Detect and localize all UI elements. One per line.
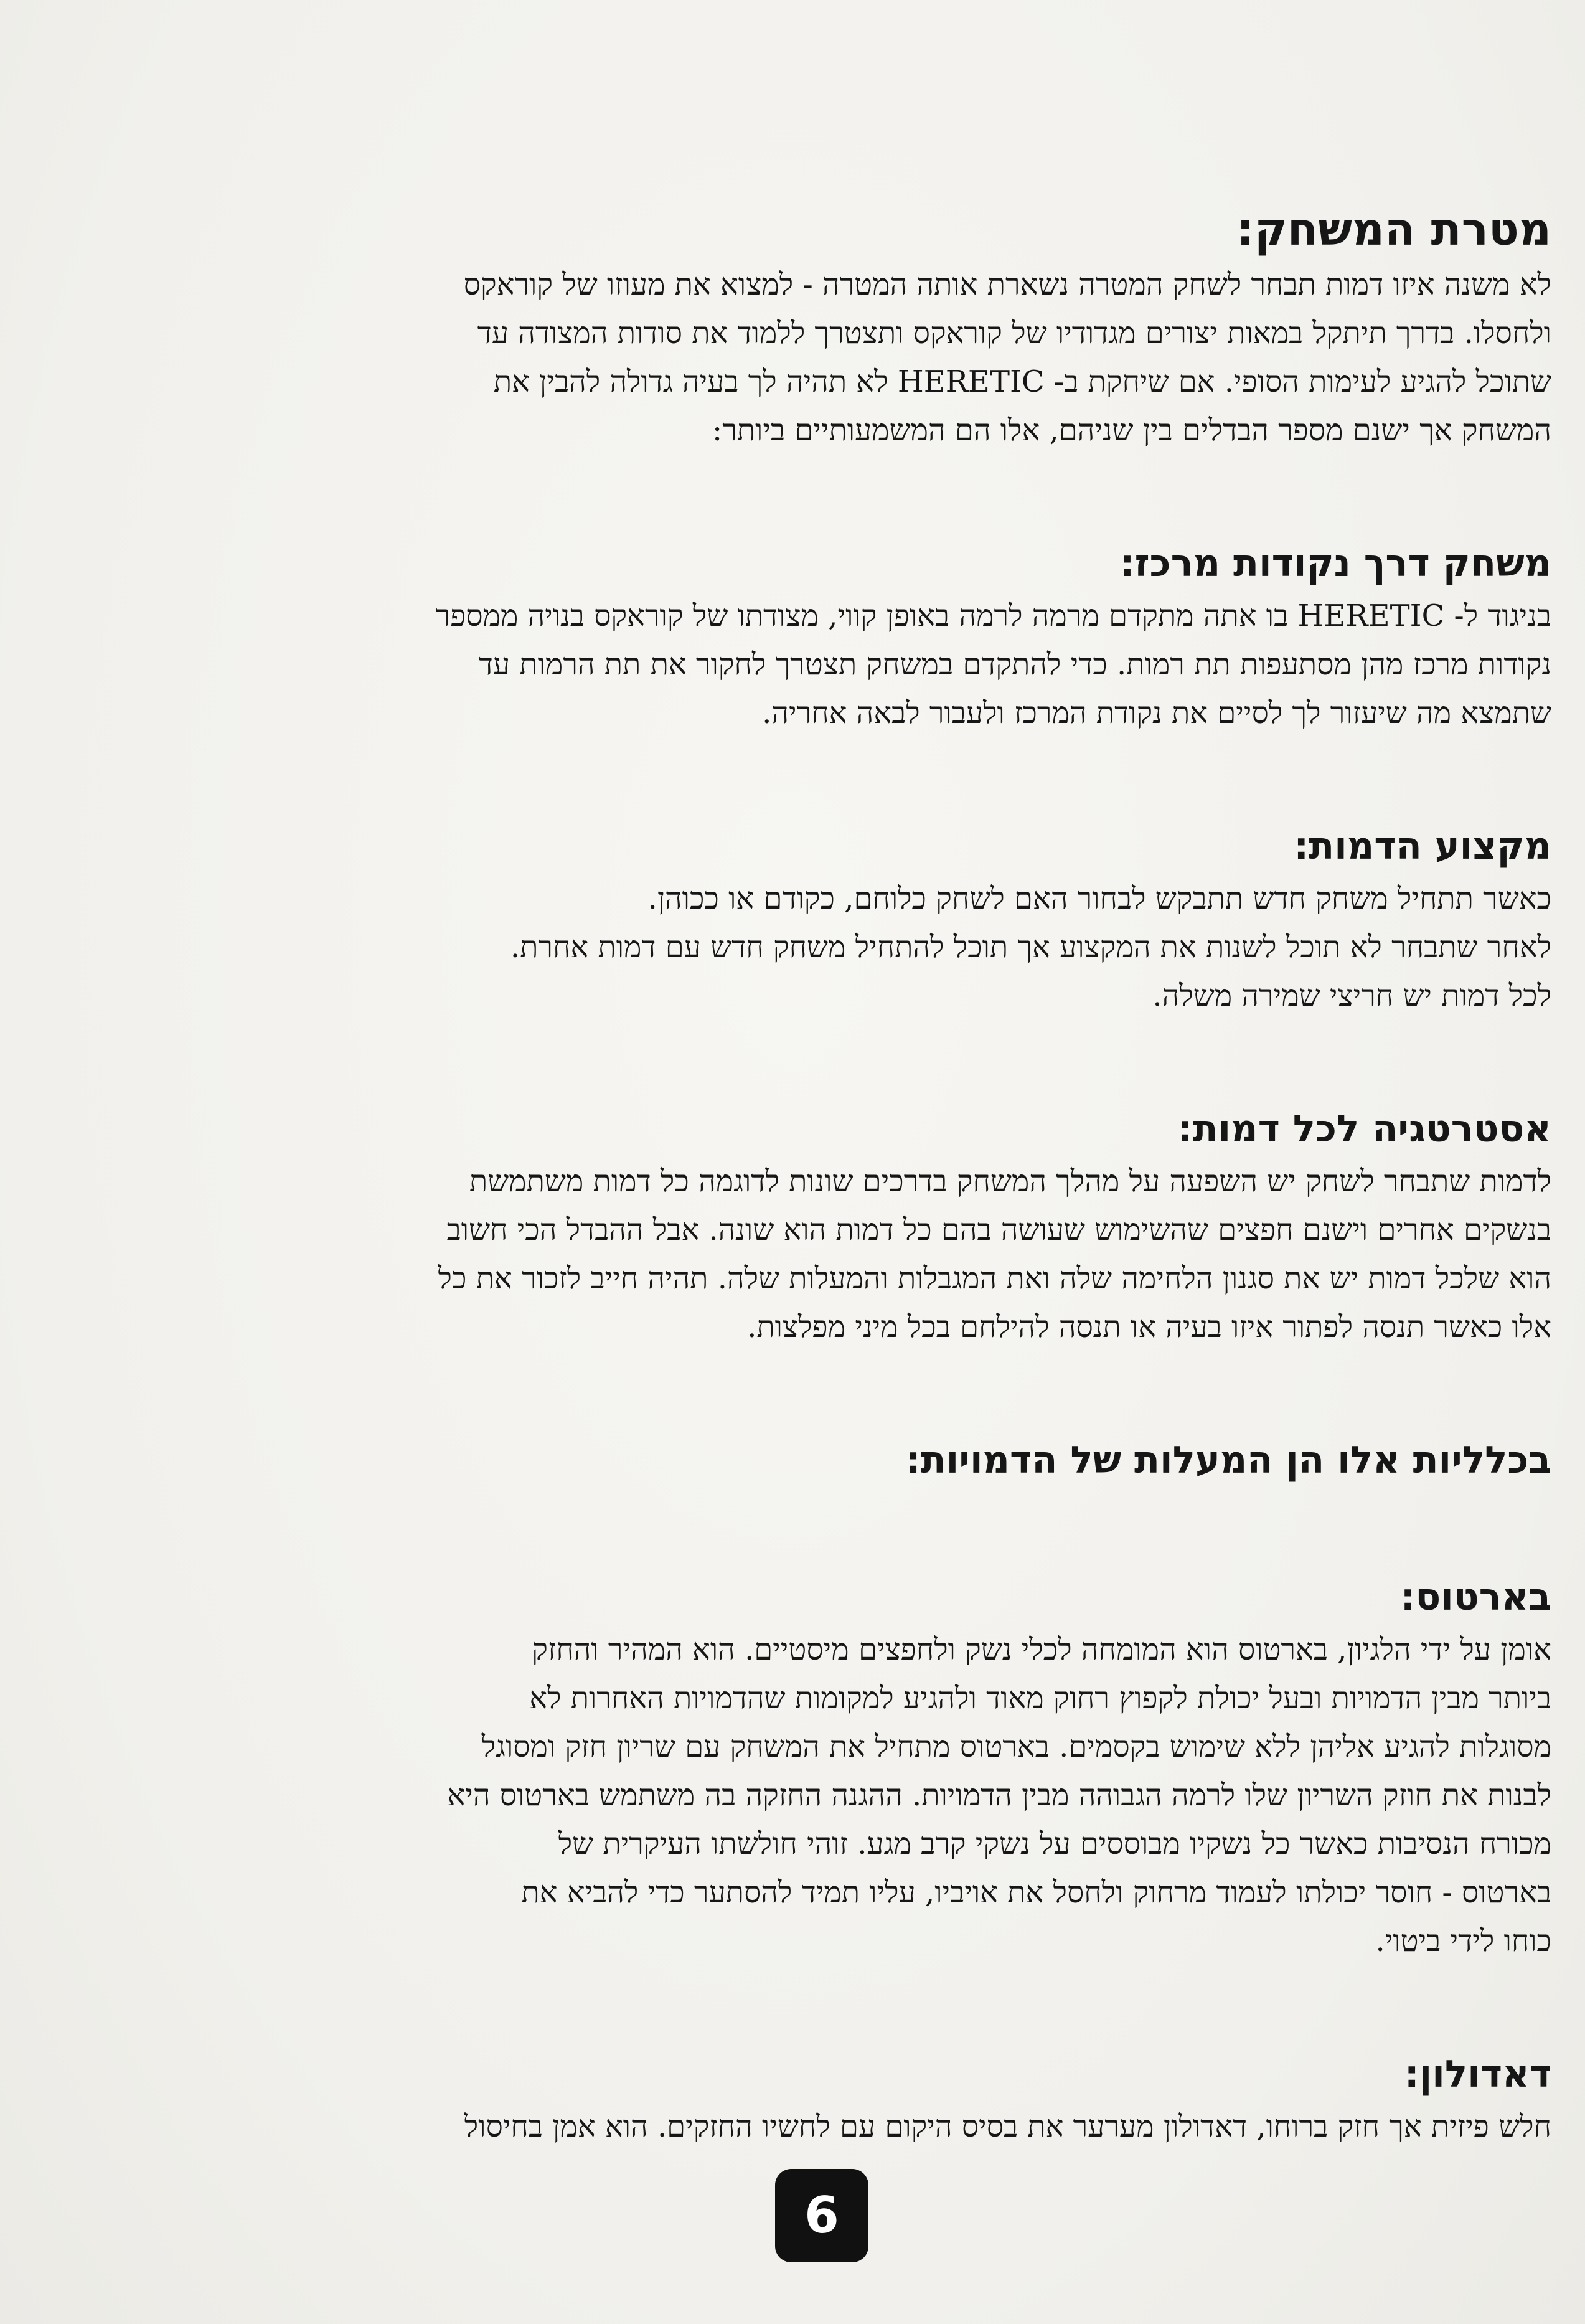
text-line: לא משנה איזו דמות תבחר לשחק המטרה נשארת אותה המטרה - למצוא את מעוזו של קוראקס <box>463 267 1551 302</box>
paragraph-character-class <box>120 874 1551 1020</box>
section-game-goal <box>120 198 1551 455</box>
text-line: המשחק אך ישנם מספר הבדלים בין שניהם, אלו הם המשמעותיים ביותר: <box>712 413 1551 448</box>
heading-hub-play: משחק דרך נקודות מרכז: <box>1119 542 1551 585</box>
text-line: לדמות שתבחר לשחק יש השפעה על מהלך המשחק בדרכים שונות לדוגמה כל דמות משתמשת <box>469 1164 1551 1199</box>
section-hub-play <box>120 536 1551 737</box>
paragraph-daedolon <box>120 2102 1551 2151</box>
text-line: הוא שלכל דמות יש את סגנון הלחימה שלה ואת המגבלות והמעלות שלה. תהיה חייב לזכור את כל <box>438 1261 1551 1296</box>
heading-baratus: בארטוס: <box>1400 1575 1551 1619</box>
paragraph-strategy <box>120 1157 1551 1351</box>
text-line: לבנות את חוזק השריון שלו לרמה הגבוהה מבין הדמויות. ההגנה החזקה בה משתמש בארטוס היא <box>447 1778 1551 1813</box>
text-line: שתמצא מה שיעזור לך לסיים את נקודת המרכז ולעבור לבאה אחריה. <box>762 696 1551 730</box>
text-line: אומן על ידי הלגיון, בארטוס הוא המומחה לכלי נשק ולחפצים מיסטיים. הוא המהיר והחזק <box>532 1632 1551 1667</box>
text-line: לכל דמות יש חריצי שמירה משלה. <box>1152 978 1551 1013</box>
page-content <box>120 198 1551 2151</box>
section-baratus <box>120 1569 1551 1965</box>
spacer <box>120 1965 1551 2046</box>
page-number: 6 <box>804 2186 839 2244</box>
heading-strategy: אסטרטגיה לכל דמות: <box>1177 1107 1551 1151</box>
spacer <box>120 455 1551 536</box>
text-line: כאשר תתחיל משחק חדש תתבקש לבחור האם לשחק כלוחם, כקודם או ככוהן. <box>647 881 1551 916</box>
heading-character-traits: בכלליות אלו הן המעלות של הדמויות: <box>905 1438 1551 1482</box>
section-strategy <box>120 1101 1551 1351</box>
section-character-traits <box>120 1432 1551 1488</box>
text-line: מסוגלות להגיע אליהן ללא שימוש בקסמים. בארטוס מתחיל את המשחק עם שריון חזק ומסוגל <box>481 1729 1551 1764</box>
paragraph-hub-play <box>120 592 1551 737</box>
paragraph-game-goal <box>120 260 1551 455</box>
section-character-class <box>120 818 1551 1020</box>
paragraph-baratus <box>120 1625 1551 1965</box>
heading-daedolon: דאדולון: <box>1404 2052 1551 2096</box>
text-line: ולחסלו. בדרך תיתקל במאות יצורים מגדודיו של קוראקס ותצטרך ללמוד את סודות המצודה עד <box>477 316 1551 351</box>
section-daedolon <box>120 2046 1551 2151</box>
text-line: מכורח הנסיבות כאשר כל נשקיו מבוססים על נשקי קרב מגע. זוהי חולשתו העיקרית של <box>558 1826 1551 1861</box>
text-line: שתוכל להגיע לעימות הסופי. אם שיחקת ב- HERETIC לא תהיה לך בעיה גדולה להבין את <box>493 364 1551 399</box>
text-line: חלש פיזית אך חזק ברוחו, דאדולון מערער את בסיס היקום עם לחשיו החזקים. הוא אמן בחיסול <box>464 2109 1551 2144</box>
text-line: אלו כאשר תנסה לפתור איזו בעיה או תנסה להילחם בכל מיני מפלצות. <box>747 1310 1551 1344</box>
spacer <box>120 1351 1551 1432</box>
text-line: ביותר מבין הדמויות ובעל יכולת לקפוץ רחוק מאוד ולהגיע למקומות שהדמויות האחרות לא <box>529 1681 1551 1716</box>
page-number-badge <box>775 2169 868 2262</box>
heading-character-class: מקצוע הדמות: <box>1294 824 1551 868</box>
text-line: כוחו לידי ביטוי. <box>1375 1924 1551 1958</box>
spacer <box>120 1488 1551 1569</box>
spacer <box>120 737 1551 818</box>
text-line: בנשקים אחרים וישנם חפצים שהשימוש שעושה בהם כל דמות הוא שונה. אבל ההבדל הכי חשוב <box>446 1212 1551 1247</box>
spacer <box>120 1020 1551 1101</box>
text-line: בארטוס - חוסר יכולתו לעמוד מרחוק ולחסל את אויביו, עליו תמיד להסתער כדי להביא את <box>521 1875 1551 1910</box>
text-line: לאחר שתבחר לא תוכל לשנות את המקצוע אך תוכל להתחיל משחק חדש עם דמות אחרת. <box>510 930 1551 965</box>
text-line: נקודות מרכז מהן מסתעפות תת רמות. כדי להתקדם במשחק תצטרך לחקור את תת הרמות עד <box>478 647 1551 682</box>
text-line: בניגוד ל- HERETIC בו אתה מתקדם מרמה לרמה באופן קווי, מצודתו של קוראקס בנויה ממספר <box>435 598 1551 633</box>
heading-game-goal: מטרת המשחק: <box>1236 203 1551 255</box>
